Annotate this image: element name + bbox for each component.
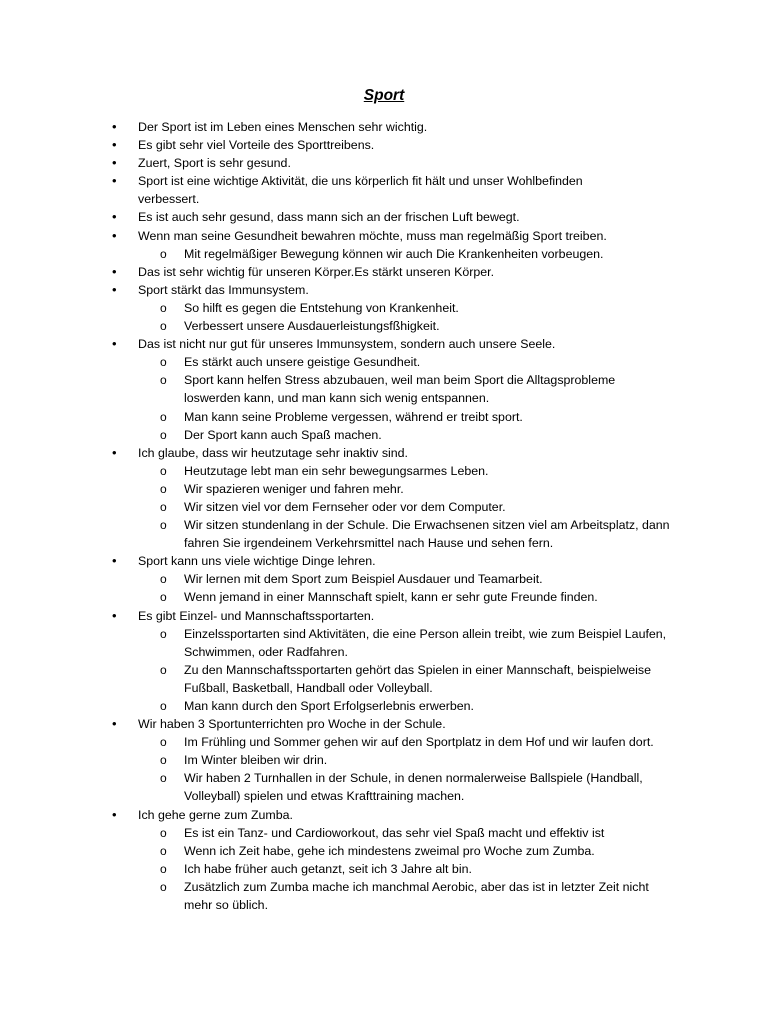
circle-bullet-icon: o bbox=[160, 319, 167, 334]
list-item-text: Wir sitzen viel vor dem Fernseher oder vor dem Computer. bbox=[184, 499, 506, 514]
circle-bullet-icon: o bbox=[160, 771, 167, 786]
list-item-text: Sport stärkt das Immunsystem. bbox=[138, 282, 309, 297]
list-item-text: Das ist nicht nur gut für unseres Immunsystem, sondern auch unsere Seele. bbox=[138, 337, 556, 352]
list-item-text: Wir haben 2 Turnhallen in der Schule, in denen normalerweise Ballspiele (Handball, Volleyball) spielen und etwas Krafttraining machen. bbox=[184, 771, 643, 804]
list-item-text: Einzelssportarten sind Aktivitäten, die eine Person allein treibt, wie zum Beispiel Laufen, Schwimmen, oder Radfahren. bbox=[184, 626, 667, 659]
list-item bbox=[0, 263, 638, 281]
sub-list-item bbox=[0, 769, 674, 805]
list-item-text: Es gibt sehr viel Vorteile des Sporttreibens. bbox=[138, 138, 375, 153]
list-item-text: Im Winter bleiben wir drin. bbox=[184, 753, 328, 768]
list-item-text: Im Frühling und Sommer gehen wir auf den Sportplatz in dem Hof und wir laufen dort. bbox=[184, 735, 654, 750]
list-item-text: Wenn man seine Gesundheit bewahren möchte, muss man regelmäßig Sport treiben. bbox=[138, 228, 607, 243]
bullet-icon: • bbox=[112, 444, 117, 460]
list-item-text: Ich habe früher auch getanzt, seit ich 3 Jahre alt bin. bbox=[184, 861, 472, 876]
circle-bullet-icon: o bbox=[160, 463, 167, 478]
circle-bullet-icon: o bbox=[160, 246, 167, 261]
circle-bullet-icon: o bbox=[160, 735, 167, 750]
circle-bullet-icon: o bbox=[160, 572, 167, 587]
sub-list-item bbox=[0, 661, 674, 697]
sub-list-item bbox=[0, 516, 674, 552]
list-item-text: Wir lernen mit dem Sport zum Beispiel Ausdauer und Teamarbeit. bbox=[184, 572, 543, 587]
list-item bbox=[0, 136, 638, 154]
circle-bullet-icon: o bbox=[160, 626, 167, 641]
sub-list-item bbox=[0, 860, 674, 878]
list-item bbox=[0, 227, 638, 245]
circle-bullet-icon: o bbox=[160, 825, 167, 840]
bullet-icon: • bbox=[112, 119, 117, 134]
circle-bullet-icon: o bbox=[160, 662, 167, 677]
circle-bullet-icon: o bbox=[160, 499, 167, 514]
bullet-icon: • bbox=[112, 806, 117, 822]
list-item-text: Man kann durch den Sport Erfolgserlebnis erwerben. bbox=[184, 699, 474, 713]
bullet-icon: • bbox=[112, 155, 117, 171]
list-item-text: Wenn ich Zeit habe, gehe ich mindestens zweimal pro Woche zum Zumba. bbox=[184, 843, 595, 858]
list-item-text: Sport kann uns viele wichtige Dinge lehren. bbox=[138, 554, 376, 569]
list-item bbox=[0, 335, 638, 353]
bullet-icon: • bbox=[112, 336, 117, 352]
circle-bullet-icon: o bbox=[160, 879, 167, 894]
sub-list-item bbox=[0, 842, 674, 860]
list-item-text: Verbessert unsere Ausdauerleistungsfßhigkeit. bbox=[184, 319, 440, 334]
bullet-icon: • bbox=[112, 137, 117, 153]
page-title: Sport bbox=[363, 87, 405, 104]
list-item-text: Zusätzlich zum Zumba mache ich manchmal Aerobic, aber das ist in letzter Zeit nicht mehr so üblich. bbox=[184, 879, 649, 913]
sub-list-item bbox=[0, 426, 674, 444]
list-item bbox=[0, 118, 638, 136]
circle-bullet-icon: o bbox=[160, 861, 167, 876]
list-item-text: Das ist sehr wichtig für unseren Körper.Es stärkt unseren Körper. bbox=[138, 264, 495, 279]
list-item-text: Wir sitzen stundenlang in der Schule. Die Erwachsenen sitzen viel am Arbeitsplatz, dann fahren Sie irgendeinem Verkehrsmittel nach Hause und sehen fern. bbox=[184, 518, 670, 551]
bullet-icon: • bbox=[112, 281, 117, 297]
list-item-text: Es ist auch sehr gesund, dass mann sich an der frischen Luft bewegt. bbox=[138, 210, 520, 225]
list-item bbox=[0, 208, 638, 226]
list-item-text: Heutzutage lebt man ein sehr bewegungsarmes Leben. bbox=[184, 463, 489, 478]
list-item-text: Ich glaube, dass wir heutzutage sehr inaktiv sind. bbox=[138, 445, 408, 460]
list-item bbox=[0, 607, 638, 625]
list-item-text: Zu den Mannschaftssportarten gehört das Spielen in einer Mannschaft, beispielweise Fußball, Basketball, Handball oder Volleyball. bbox=[184, 662, 651, 695]
sub-list-item bbox=[0, 588, 674, 606]
list-item-text: Wir spazieren weniger und fahren mehr. bbox=[184, 481, 404, 496]
bullet-icon: • bbox=[112, 227, 117, 243]
bullet-list bbox=[0, 118, 768, 914]
list-item-text: Ich gehe gerne zum Zumba. bbox=[138, 807, 293, 822]
list-item bbox=[0, 281, 638, 299]
list-item-text: Es ist ein Tanz- und Cardioworkout, das sehr viel Spaß macht und effektiv ist bbox=[184, 825, 605, 840]
list-item bbox=[0, 806, 638, 824]
list-item-text: Man kann seine Probleme vergessen, während er treibt sport. bbox=[184, 409, 523, 424]
sub-list-item bbox=[0, 751, 674, 769]
list-item-text: Es gibt Einzel- und Mannschaftssportarten. bbox=[138, 608, 375, 623]
sub-list-item bbox=[0, 317, 674, 335]
list-item-text: Sport ist eine wichtige Aktivität, die uns körperlich fit hält und unser Wohlbefinden verbessert. bbox=[138, 174, 583, 207]
circle-bullet-icon: o bbox=[160, 373, 167, 388]
bullet-icon: • bbox=[112, 607, 117, 623]
sub-list-item bbox=[0, 371, 674, 407]
list-item-text: Sport kann helfen Stress abzubauen, weil man beim Sport die Alltagsprobleme loswerden kann, und man kann sich wenig entspannen. bbox=[184, 373, 616, 406]
list-item-text: Wir haben 3 Sportunterrichten pro Woche in der Schule. bbox=[138, 717, 446, 732]
circle-bullet-icon: o bbox=[160, 409, 167, 424]
bullet-icon: • bbox=[112, 716, 117, 732]
bullet-icon: • bbox=[112, 553, 117, 569]
sub-list-item bbox=[0, 498, 674, 516]
bullet-icon: • bbox=[112, 209, 117, 225]
sub-list-item bbox=[0, 878, 674, 914]
circle-bullet-icon: o bbox=[160, 699, 167, 713]
list-item bbox=[0, 552, 638, 570]
circle-bullet-icon: o bbox=[160, 481, 167, 496]
circle-bullet-icon: o bbox=[160, 355, 167, 370]
list-item-text: Der Sport kann auch Spaß machen. bbox=[184, 427, 382, 442]
sub-list-item bbox=[0, 625, 674, 661]
sub-list-item bbox=[0, 733, 674, 751]
list-item-text: Wenn jemand in einer Mannschaft spielt, kann er sehr gute Freunde finden. bbox=[184, 590, 598, 605]
list-item bbox=[0, 715, 638, 733]
sub-list-item bbox=[0, 697, 674, 715]
bullet-icon: • bbox=[112, 173, 117, 189]
list-item-text: So hilft es gegen die Entstehung von Krankenheit. bbox=[184, 300, 459, 315]
list-item-text: Zuert, Sport is sehr gesund. bbox=[138, 156, 291, 171]
bullet-icon: • bbox=[112, 263, 117, 279]
sub-list-item bbox=[0, 462, 674, 480]
list-item bbox=[0, 154, 638, 172]
circle-bullet-icon: o bbox=[160, 843, 167, 858]
circle-bullet-icon: o bbox=[160, 300, 167, 315]
sub-list-item bbox=[0, 480, 674, 498]
circle-bullet-icon: o bbox=[160, 753, 167, 768]
sub-list-item bbox=[0, 299, 674, 317]
sub-list-item bbox=[0, 570, 674, 588]
sub-list-item bbox=[0, 824, 674, 842]
list-item-text: Es stärkt auch unsere geistige Gesundheit. bbox=[184, 355, 421, 370]
list-item-text: Mit regelmäßiger Bewegung können wir auch Die Krankenheiten vorbeugen. bbox=[184, 246, 604, 261]
list-item-text: Der Sport ist im Leben eines Menschen sehr wichtig. bbox=[138, 120, 428, 134]
list-item bbox=[0, 172, 638, 208]
sub-list-item bbox=[0, 245, 674, 263]
sub-list-item bbox=[0, 408, 674, 426]
circle-bullet-icon: o bbox=[160, 518, 167, 533]
sub-list-item bbox=[0, 353, 674, 371]
circle-bullet-icon: o bbox=[160, 590, 167, 605]
list-item bbox=[0, 444, 638, 462]
circle-bullet-icon: o bbox=[160, 427, 167, 442]
